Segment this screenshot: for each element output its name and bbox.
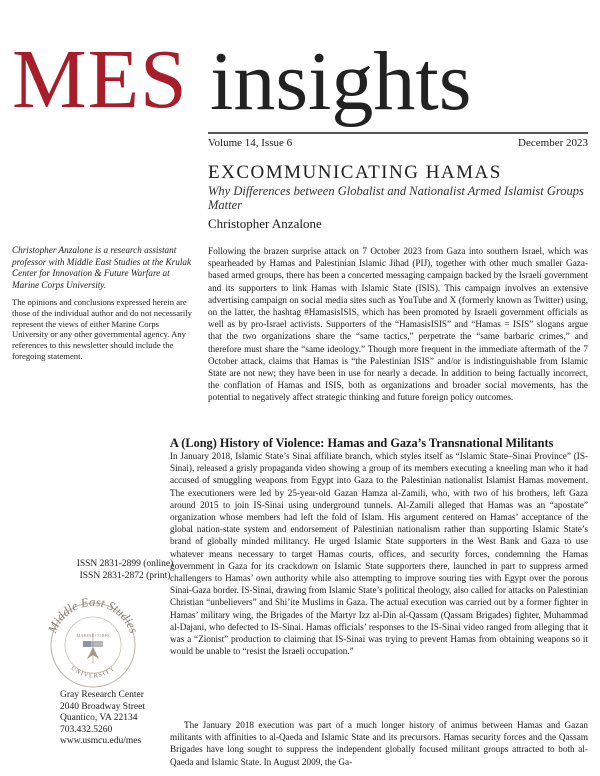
mes-seal-logo <box>40 589 146 689</box>
issn-online: ISSN 2831-2899 (online) <box>76 559 174 569</box>
body-paragraph-3 <box>170 719 588 768</box>
seal-mid-text: MARINE CORPS <box>76 633 110 638</box>
masthead-suffix: insights <box>210 35 472 128</box>
header-rule <box>208 132 588 134</box>
svg-text:Middle East Studies <box>45 595 141 636</box>
body-paragraph-2 <box>170 450 588 657</box>
issn-print: ISSN 2831-2872 (print) <box>79 571 171 581</box>
author-bio: Christopher Anzalone is a research assistant professor with Middle East Studies at the Krulak Center for Innovation & Future Warfare at Marine Corps University. <box>12 245 192 290</box>
paragraph-text: In January 2018, Islamic State’s Sinai affiliate branch, which styles itself as “Islamic State–Sinai Province” (IS-Sinai), released a grisly propaganda video showing a group of its members executing a kneeling man who it had accused of smuggling weapons from Egypt into Gaza to the Palestinian nationalist Islamist Hamas movement. The executioners were led by 25-year-old Gazan Hamza al-Zamili, who, with two of his brothers, left Gaza around 2015 to join IS-Sinai using underground tunnels. Al-Zamili alleged that Hamas was an “apostate” organization whose members had left the fold of Islam. His argument centered on Hamas’ acceptance of the global nation-state system and endorsement of Palestinian nationalism rather than supporting Islamic State’s brand of globally minded militancy. He urged Islamic State supporters in the West Bank and Gaza to use whatever means necessary to target Hamas courts, offices, and security forces, condemning the Hamas government in Gaza for its crackdown on Islamic State supporters there, launched in part to suppress armed challengers to Hamas’ own authority while also attempting to improve souring ties with Egypt over the porous Sinai-Gaza border. IS-Sinai, drawing from Islamic State’s political theology, also called for attacks on Palestinian Christian “unbelievers” and Shi’ite Muslims in Gaza. The actual execution was carried out by a former fighter in Hamas’ military wing, the Brigades of the Martyr Izz al-Din al-Qassam (Qassam Brigades) fighter, Muhammad al-Dajani, who defected to IS-Sinai. Hamas officials’ responses to the IS-Sinai video ranged from alleging that it was a “Zionist” production to claiming that IS-Sinai was trying to prevent Hamas from obtaining weapons so it would be unable to “resist the Israeli occupation.” <box>170 451 588 657</box>
contact-line: 2040 Broadway Street <box>60 701 145 712</box>
article-title: EXCOMMUNICATING HAMAS <box>208 162 502 183</box>
paragraph-text: The January 2018 execution was part of a much longer history of animus between Hamas and Gazan militants with affinities to al-Qaeda and Islamic State and its precursors. Hamas security forces and the Qassam Brigades have long sought to suppress the independent globally focused militant groups attracted to both al-Qaeda and Islamic State. In August 2009, the Ga- <box>170 720 588 767</box>
article-subtitle: Why Differences between Globalist and Nationalist Armed Islamist Groups Matter <box>208 184 584 212</box>
svg-text:UNIVERSITY <box>69 665 116 680</box>
paragraph-text: Following the brazen surprise attack on 7 October 2023 from Gaza into southern Israel, which was spearheaded by Hamas and Palestinian Islamic Jihad (PIJ), together with other much smaller Gaza-based armed groups, there has been a concerted messaging campaign backed by the Israeli government and its supporters to link Hamas with Islamic State (ISIS). This campaign involves an extensive advertising campaign on social media sites such as YouTube and X (formerly known as Twitter) using, on the latter, the hashtag #HamasisISIS, which has been promoted by Israeli government officials as well as by pro-Israel activists. Supporters of the “HamasisISIS” and “Hamas = ISIS” slogans argue that the two organizations share the “same tactics,” perpetrate the “same barbaric crimes,” and therefore must share the “same ideology.” Though more frequent in the immediate aftermath of the 7 October attack, claims that Hamas is “the Palestinian ISIS” and/or is indistinguishable from Islamic State are not new; they have been in use for nearly a decade. In addition to being factually incorrect, the conflation of Hamas and ISIS, both as organizations and broader social movements, has the potential to negatively affect strategic thinking and future foreign policy outcomes. <box>208 246 588 403</box>
issue-date: December 2023 <box>518 137 588 149</box>
contact-line: 703.432.5260 <box>60 724 113 735</box>
seal-top-text: Middle East Studies <box>45 594 141 636</box>
body-paragraph-1 <box>208 245 588 404</box>
disclaimer: The opinions and conclusions expressed herein are those of the individual author and do not necessarily represent the views of either Marine Corps University or any other governmental agency. Any references to this newsletter should include the foregoing statement. <box>12 297 192 361</box>
contact-line: Quantico, VA 22134 <box>60 713 138 724</box>
masthead <box>12 33 592 138</box>
seal-bottom-text: UNIVERSITY <box>69 664 117 680</box>
contact-line: Gray Research Center <box>60 690 144 700</box>
seal-flag-canton <box>83 641 91 647</box>
issue-volume: Volume 14, Issue 6 <box>208 137 293 149</box>
masthead-brand: MES <box>12 33 188 126</box>
article-author: Christopher Anzalone <box>208 216 322 231</box>
contact-url: www.usmcu.edu/mes <box>60 736 142 747</box>
section-heading: A (Long) History of Violence: Hamas and Gaza’s Transnational Militants <box>170 436 554 450</box>
